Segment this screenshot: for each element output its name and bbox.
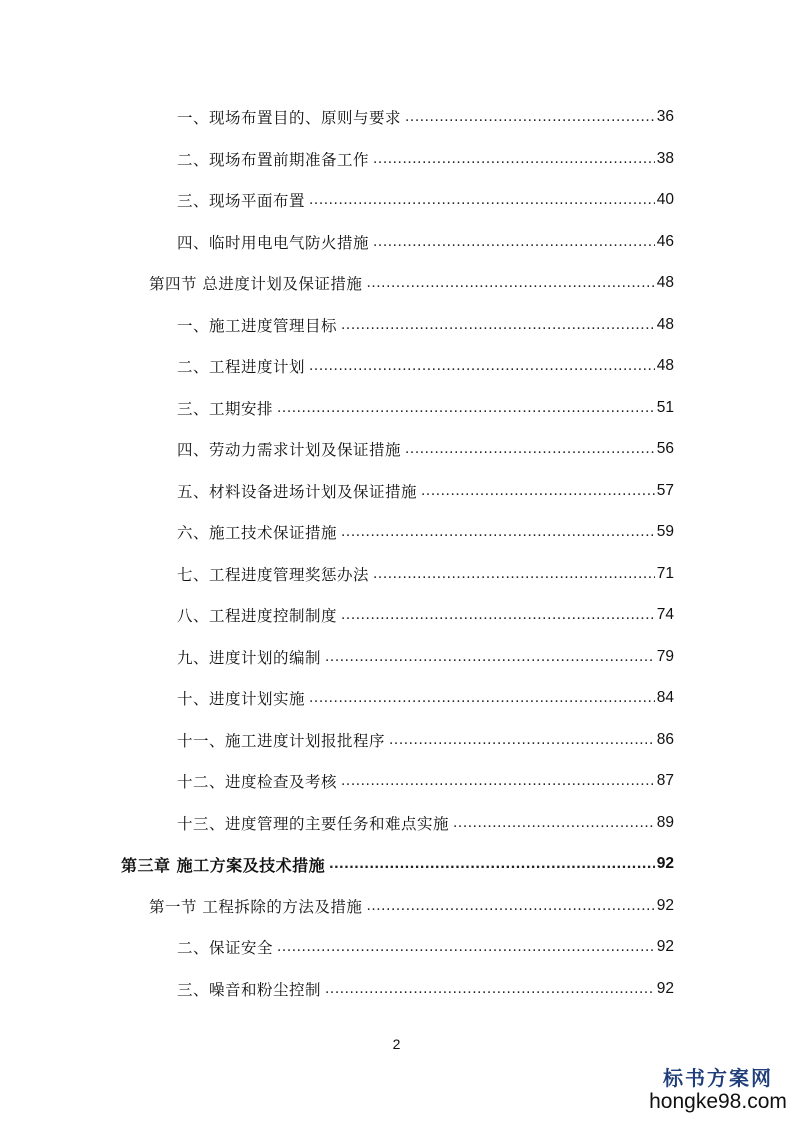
toc-entry-title: 第四节 总进度计划及保证措施 [149, 275, 363, 293]
toc-entry[interactable] [177, 96, 674, 138]
toc-entry[interactable] [177, 428, 674, 470]
toc-entry[interactable] [149, 262, 674, 304]
toc-entry-page: 92 [656, 979, 674, 997]
toc-dot-leader [341, 772, 655, 790]
toc-entry[interactable] [149, 885, 674, 927]
toc-entry[interactable] [177, 511, 674, 553]
toc-entry-page: 36 [656, 108, 674, 125]
toc-dot-leader [341, 606, 655, 624]
page-number: 2 [392, 1036, 401, 1052]
toc-entry[interactable] [121, 843, 674, 885]
toc-dot-leader [309, 357, 655, 375]
toc-entry[interactable] [177, 179, 674, 221]
toc-entry-page: 59 [656, 523, 674, 540]
toc-entry-title: 八、工程进度控制制度 [177, 607, 338, 625]
toc-dot-leader [341, 523, 655, 541]
watermark-logo [648, 1066, 788, 1114]
toc-dot-leader [325, 980, 655, 998]
toc-entry-title: 二、保证安全 [177, 939, 274, 957]
toc-entry-title: 二、现场布置前期准备工作 [177, 150, 370, 169]
toc-entry-page: 92 [656, 896, 674, 914]
toc-entry[interactable] [177, 677, 674, 719]
toc-dot-leader [389, 731, 655, 749]
toc-entry[interactable] [177, 138, 674, 180]
toc-entry-title: 一、现场布置目的、原则与要求 [177, 109, 402, 127]
toc-entry-page: 71 [656, 564, 674, 582]
toc-dot-leader [453, 814, 655, 832]
toc-entry-page: 86 [656, 730, 674, 748]
toc-entry-page: 79 [656, 647, 674, 665]
toc-dot-leader [309, 191, 655, 209]
toc-entry[interactable] [177, 553, 674, 595]
toc-entry-title: 三、工期安排 [177, 399, 274, 418]
toc-entry-title: 七、工程进度管理奖惩办法 [177, 565, 370, 584]
toc-dot-leader [325, 648, 655, 666]
toc-dot-leader [329, 855, 655, 873]
toc-entry[interactable] [177, 345, 674, 387]
toc-dot-leader [373, 565, 655, 583]
toc-entry-title: 一、施工进度管理目标 [177, 316, 338, 335]
toc-entry-title: 十一、施工进度计划报批程序 [177, 731, 386, 750]
toc-entry-page: 48 [656, 274, 674, 291]
toc-entry-title: 四、临时用电电气防火措施 [177, 233, 370, 252]
toc-dot-leader [373, 150, 655, 168]
toc-entry-page: 51 [656, 398, 674, 416]
toc-dot-leader [421, 482, 655, 500]
toc-entry-page: 92 [656, 855, 674, 872]
toc-entry-page: 57 [656, 481, 674, 499]
toc-entry-page: 74 [656, 606, 674, 623]
toc-dot-leader [309, 689, 655, 707]
toc-entry-title: 二、工程进度计划 [177, 358, 306, 376]
toc-dot-leader [366, 274, 654, 292]
toc-entry-page: 46 [656, 232, 674, 250]
toc-entry[interactable] [177, 304, 674, 346]
toc-dot-leader [405, 440, 655, 458]
toc-entry-title: 第一节 工程拆除的方法及措施 [149, 897, 363, 916]
toc-entry-page: 56 [656, 440, 674, 457]
toc-entry[interactable] [177, 802, 674, 844]
toc-entry-page: 48 [656, 315, 674, 333]
toc-entry-page: 89 [656, 813, 674, 831]
toc-entry-title: 四、劳动力需求计划及保证措施 [177, 441, 402, 459]
toc-entry-title: 十二、进度检查及考核 [177, 773, 338, 791]
toc-entry-title: 三、噪音和粉尘控制 [177, 980, 322, 999]
toc-dot-leader [277, 938, 655, 956]
toc-entry[interactable] [177, 926, 674, 968]
toc-entry-title: 五、材料设备进场计划及保证措施 [177, 482, 418, 501]
toc-entry-title: 十、进度计划实施 [177, 690, 306, 708]
watermark-chinese: 标书方案网 [663, 1066, 773, 1090]
toc-dot-leader [277, 399, 655, 417]
toc-entry-title: 九、进度计划的编制 [177, 648, 322, 667]
toc-entry-title: 十三、进度管理的主要任务和难点实施 [177, 814, 450, 833]
toc-entry[interactable] [177, 221, 674, 263]
toc-entry[interactable] [177, 387, 674, 429]
toc-dot-leader [405, 108, 655, 126]
toc-entry-page: 87 [656, 772, 674, 789]
toc-entry[interactable] [177, 760, 674, 802]
toc-dot-leader [366, 897, 654, 915]
toc-dot-leader [373, 233, 655, 251]
toc-entry[interactable] [177, 470, 674, 512]
toc-entry-title: 六、施工技术保证措施 [177, 524, 338, 542]
toc-entry-page: 38 [656, 149, 674, 167]
toc-entry-page: 48 [656, 357, 674, 374]
toc-entry-title: 第三章 施工方案及技术措施 [121, 855, 326, 875]
toc-entry[interactable] [177, 636, 674, 678]
toc-entry-page: 92 [656, 938, 674, 955]
watermark-url: hongke98.com [649, 1090, 787, 1113]
toc-entry[interactable] [177, 594, 674, 636]
toc-entry-page: 84 [656, 689, 674, 706]
toc-dot-leader [341, 316, 655, 334]
toc-entry[interactable] [177, 968, 674, 1010]
toc-entry[interactable] [177, 719, 674, 761]
toc-entry-title: 三、现场平面布置 [177, 192, 306, 210]
toc-entry-page: 40 [656, 191, 674, 208]
